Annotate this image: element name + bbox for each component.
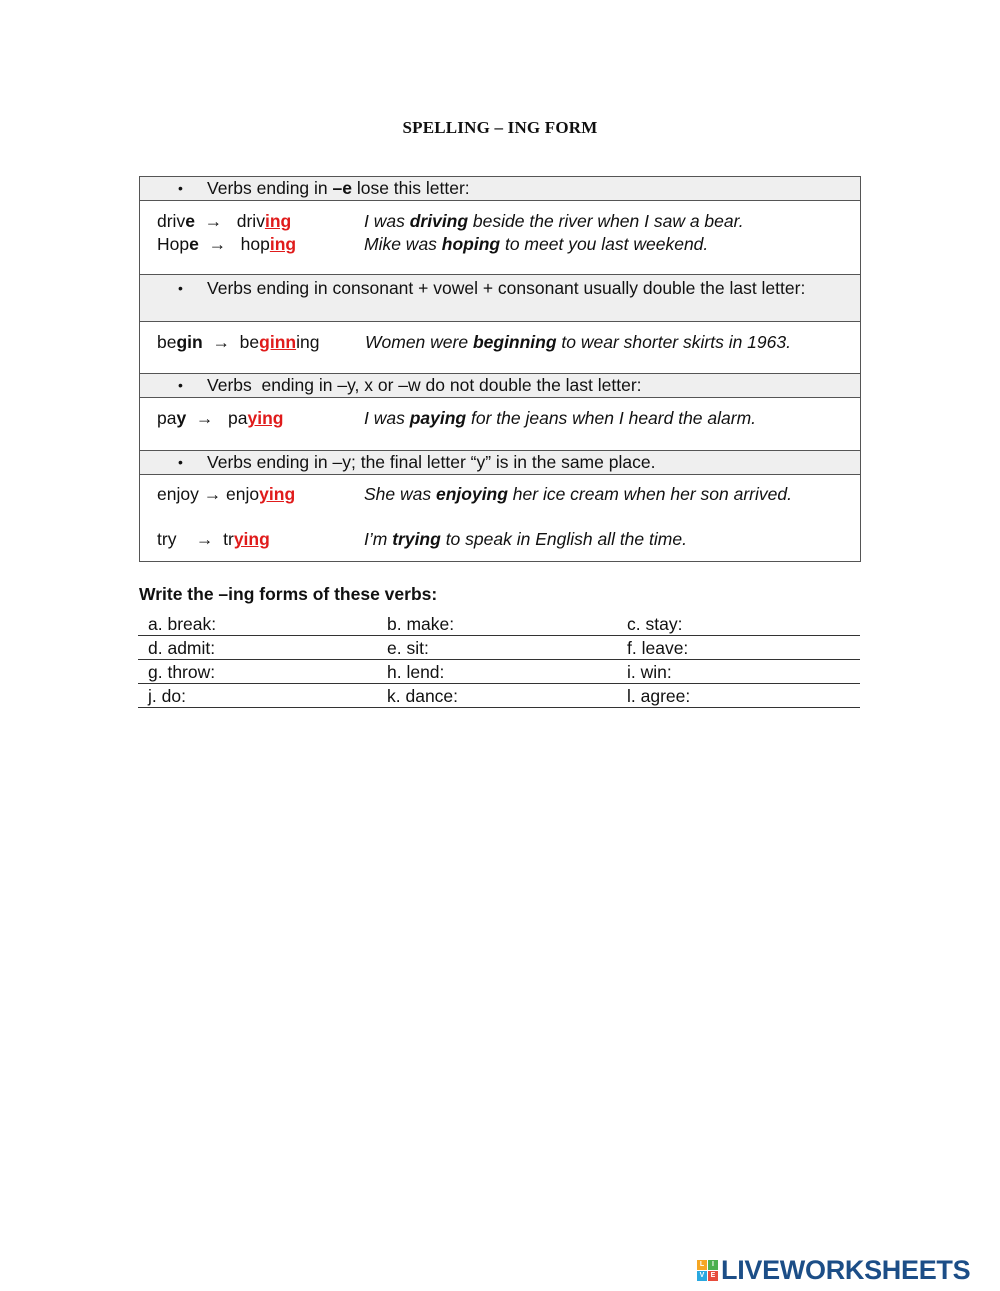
exercise-item[interactable]: e. sit: — [387, 638, 429, 658]
exercise-title: Write the –ing forms of these verbs: — [139, 584, 438, 604]
exercise-row — [138, 612, 860, 636]
rule-examples-cvc — [140, 322, 860, 374]
example-sentence: I was driving beside the river when I saw a bear. — [364, 211, 744, 231]
bullet-icon: • — [178, 280, 183, 296]
logo-blocks-icon: L I V E — [697, 1260, 718, 1281]
exercise-item[interactable]: b. make: — [387, 614, 455, 634]
verb-transform: drive → driving — [157, 211, 292, 231]
liveworksheets-logo — [697, 1255, 970, 1286]
rule-examples-e — [140, 201, 860, 275]
bullet-icon: • — [178, 377, 183, 393]
bullet-icon: • — [178, 454, 183, 470]
exercise-item[interactable]: f. leave: — [627, 638, 689, 658]
bullet-icon: • — [178, 180, 183, 196]
rule-heading-cvc: • Verbs ending in consonant + vowel + consonant usually double the last letter: — [140, 275, 860, 322]
exercise-item[interactable]: i. win: — [627, 662, 672, 682]
exercise-item[interactable]: d. admit: — [148, 638, 216, 658]
exercise-row — [138, 636, 860, 660]
exercise-item[interactable]: k. dance: — [387, 686, 459, 706]
verb-transform: try → trying — [157, 529, 270, 549]
example-sentence: She was enjoying her ice cream when her son arrived. — [364, 484, 792, 504]
verb-transform: pay → paying — [157, 408, 284, 428]
verb-transform: begin → beginning — [157, 332, 320, 352]
exercise-item[interactable]: a. break: — [148, 614, 217, 634]
exercise-row — [138, 684, 860, 708]
rule-heading-y-same: • Verbs ending in –y; the final letter “y” is in the same place. — [140, 451, 860, 475]
rule-examples-ywx — [140, 398, 860, 451]
example-sentence: Women were beginning to wear shorter skirts in 1963. — [365, 332, 791, 352]
logo-text: LIVEWORKSHEETS — [721, 1255, 971, 1285]
example-sentence: I’m trying to speak in English all the time. — [364, 529, 687, 549]
example-sentence: Mike was hoping to meet you last weekend. — [364, 234, 709, 254]
exercise-item[interactable]: j. do: — [148, 686, 186, 706]
rules-table — [139, 176, 861, 562]
exercise-item[interactable]: g. throw: — [148, 662, 216, 682]
exercise-item[interactable]: c. stay: — [627, 614, 683, 634]
page-title: SPELLING – ING FORM — [402, 118, 598, 137]
example-sentence: I was paying for the jeans when I heard the alarm. — [364, 408, 757, 428]
exercise-table — [138, 612, 860, 708]
rule-heading-ywx: • Verbs ending in –y, x or –w do not double the last letter: — [140, 374, 860, 398]
exercise-item[interactable]: h. lend: — [387, 662, 445, 682]
verb-transform: Hope → hoping — [157, 234, 297, 254]
rule-heading-e: • Verbs ending in –e lose this letter: — [140, 177, 860, 201]
exercise-row — [138, 660, 860, 684]
rule-examples-y-same — [140, 475, 860, 561]
exercise-item[interactable]: l. agree: — [627, 686, 691, 706]
verb-transform: enjoy → enjoying — [157, 484, 296, 504]
